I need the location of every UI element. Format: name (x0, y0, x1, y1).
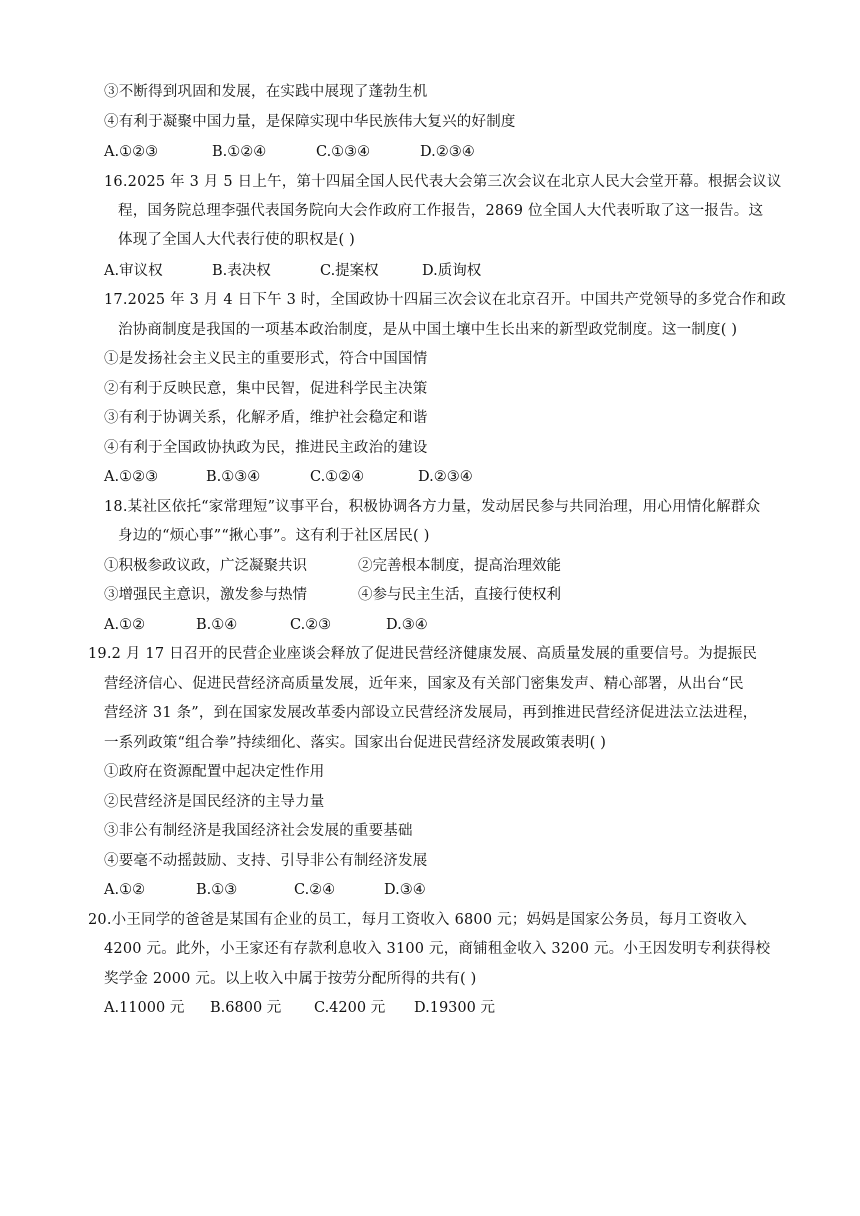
q18-option-d[interactable]: D.③④ (386, 617, 428, 633)
q19-option-d[interactable]: D.③④ (384, 882, 426, 898)
q19-item-2: ②民营经济是国民经济的主导力量 (104, 794, 325, 810)
q18-stem-line-2: 身边的“烦心事”“揪心事”。这有利于社区居民( ) (118, 528, 430, 544)
q16-stem-line-1: 16.2025 年 3 月 5 日上午，第十四届全国人民代表大会第三次会议在北京人民大会堂开幕。根据会议议 (104, 174, 782, 190)
q19-option-b[interactable]: B.①③ (196, 882, 238, 898)
q19-stem-line-3: 营经济 31 条”，到在国家发展改革委内部设立民营经济发展局，再到推进民营经济促进法立法进程， (104, 705, 758, 721)
q17-option-b[interactable]: B.①③④ (206, 469, 261, 485)
q18-stem-line-1: 18.某社区依托“家常理短”议事平台，积极协调各方力量，发动居民参与共同治理，用心用情化解群众 (104, 499, 761, 515)
q16-stem-line-3: 体现了全国人大代表行使的职权是( ) (118, 232, 356, 248)
q15-item-4: ④有利于凝聚中国力量，是保障实现中华民族伟大复兴的好制度 (104, 114, 516, 130)
q17-item-1: ①是发扬社会主义民主的重要形式，符合中国国情 (104, 351, 428, 367)
q18-item-1: ①积极参政议政，广泛凝聚共识 (104, 558, 307, 574)
q18-option-a[interactable]: A.①② (104, 617, 146, 633)
q18-item-3: ③增强民主意识，激发参与热情 (104, 587, 307, 603)
q19-option-a[interactable]: A.①② (104, 882, 146, 898)
q18-item-4: ④参与民主生活，直接行使权利 (358, 587, 561, 603)
q17-option-d[interactable]: D.②③④ (418, 469, 473, 485)
q17-stem-line-1: 17.2025 年 3 月 4 日下午 3 时，全国政协十四届三次会议在北京召开。中国共产党领导的多党合作和政 (104, 292, 786, 308)
q17-item-4: ④有利于全国政协执政为民，推进民主政治的建设 (104, 440, 428, 456)
q20-option-a[interactable]: A.11000 元 (104, 1000, 185, 1016)
q18-option-b[interactable]: B.①④ (196, 617, 238, 633)
q20-stem-line-2: 4200 元。此外，小王家还有存款利息收入 3100 元，商铺租金收入 3200 元。小王因发明专利获得校 (104, 941, 771, 957)
q17-stem-line-2: 治协商制度是我国的一项基本政治制度，是从中国土壤中生长出来的新型政党制度。这一制度( ) (118, 322, 738, 338)
q16-stem-line-2: 程，国务院总理李强代表国务院向大会作政府工作报告，2869 位全国人大代表听取了这一报告。这 (118, 203, 764, 219)
q17-item-3: ③有利于协调关系，化解矛盾，维护社会稳定和谐 (104, 410, 428, 426)
q17-option-a[interactable]: A.①②③ (104, 469, 159, 485)
q16-option-c[interactable]: C.提案权 (320, 263, 379, 279)
q16-option-b[interactable]: B.表决权 (212, 263, 271, 279)
q16-option-a[interactable]: A.审议权 (104, 263, 163, 279)
q15-item-3: ③不断得到巩固和发展，在实践中展现了蓬勃生机 (104, 84, 428, 100)
q19-stem-line-4: 一系列政策“组合拳”持续细化、落实。国家出台促进民营经济发展政策表明( ) (104, 735, 607, 751)
q17-item-2: ②有利于反映民意，集中民智，促进科学民主决策 (104, 381, 428, 397)
q19-stem-line-2: 营经济信心、促进民营经济高质量发展，近年来，国家及有关部门密集发声、精心部署，从出台“民 (104, 676, 744, 692)
q15-option-d[interactable]: D.②③④ (420, 144, 475, 160)
q19-item-1: ①政府在资源配置中起决定性作用 (104, 764, 325, 780)
q20-option-c[interactable]: C.4200 元 (314, 1000, 386, 1016)
q20-stem-line-1: 20.小王同学的爸爸是某国有企业的员工，每月工资收入 6800 元；妈妈是国家公务员，每月工资收入 (88, 912, 747, 928)
q19-stem-line-1: 19.2 月 17 日召开的民营企业座谈会释放了促进民营经济健康发展、高质量发展的重要信号。为提振民 (88, 646, 758, 662)
q19-option-c[interactable]: C.②④ (294, 882, 336, 898)
q15-option-a[interactable]: A.①②③ (104, 144, 159, 160)
q20-stem-line-3: 奖学金 2000 元。以上收入中属于按劳分配所得的共有( ) (104, 971, 477, 987)
q18-option-c[interactable]: C.②③ (290, 617, 332, 633)
q15-option-c[interactable]: C.①③④ (316, 144, 371, 160)
q19-item-3: ③非公有制经济是我国经济社会发展的重要基础 (104, 823, 413, 839)
q20-option-b[interactable]: B.6800 元 (210, 1000, 282, 1016)
q15-option-b[interactable]: B.①②④ (212, 144, 267, 160)
q17-option-c[interactable]: C.①②④ (310, 469, 365, 485)
q19-item-4: ④要毫不动摇鼓励、支持、引导非公有制经济发展 (104, 853, 428, 869)
q16-option-d[interactable]: D.质询权 (422, 263, 482, 279)
q18-item-2: ②完善根本制度，提高治理效能 (358, 558, 561, 574)
q20-option-d[interactable]: D.19300 元 (414, 1000, 495, 1016)
